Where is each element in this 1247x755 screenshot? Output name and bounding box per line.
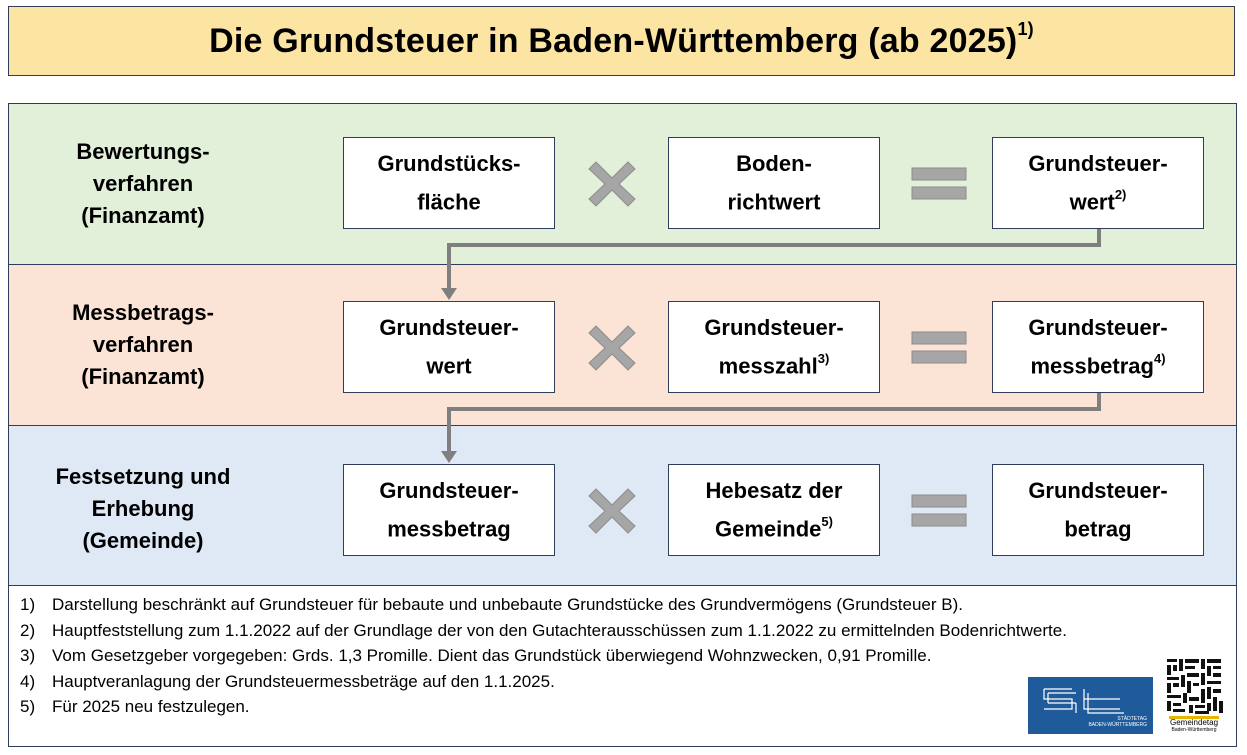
staedtetag-mark-icon xyxy=(1028,677,1153,717)
footnote: 5) Für 2025 neu festzulegen. xyxy=(20,697,250,717)
box-grundsteuermessbetrag: Grundsteuer- messbetrag$^{4)}$ xyxy=(992,301,1204,393)
box-grundsteuermesszahl: Grundsteuer- messzahl$^{3)}$ xyxy=(668,301,880,393)
stage-label-collection: Festsetzung und Erhebung (Gemeinde) xyxy=(55,464,231,553)
staedtetag-logo: STÄDTETAG BADEN-WÜRTTEMBERG xyxy=(1028,677,1153,734)
box-grundstuecksflaeche: Grundstücks- fläche xyxy=(343,137,555,229)
gemeindetag-caption: Gemeindetag xyxy=(1169,718,1219,727)
footnote: 2) Hauptfeststellung zum 1.1.2022 auf der Grundlage der von den Gutachterausschüssen zum 1.1.2022 zu ermittelnden Bodenrichtwerte. xyxy=(20,620,1067,640)
box-grundsteuermessbetrag-input: Grundsteuer- messbetrag xyxy=(343,464,555,556)
page-title: Die Grundsteuer in Baden-Württemberg (ab 2025)$^{1)}$ xyxy=(209,19,1034,60)
footnote: 3) Vom Gesetzgeber vorgegeben: Grds. 1,3 Promille. Dient das Grundstück überwiegend Wohnzwecken, 0,91 Promille. xyxy=(20,646,932,666)
stage-label-assessment: Messbetrags- verfahren (Finanzamt) xyxy=(72,300,214,389)
stage-label-valuation: Bewertungs- verfahren (Finanzamt) xyxy=(76,139,210,228)
footnote: 1) Darstellung beschränkt auf Grundsteuer für bebaute und unbebaute Grundstücke des Grundvermögens (Grundsteuer B). xyxy=(20,595,963,614)
footnotes xyxy=(20,592,1067,720)
arrow-head-icon xyxy=(441,288,457,300)
arrow-head-icon xyxy=(441,451,457,463)
box-bodenrichtwert: Boden- richtwert xyxy=(668,137,880,229)
gemeindetag-subcaption: Baden-Württemberg xyxy=(1171,727,1217,733)
footnote: 4) Hauptveranlagung der Grundsteuermessbeträge auf den 1.1.2025. xyxy=(20,671,555,691)
box-grundsteuerwert: Grundsteuer- wert$^{2)}$ xyxy=(992,137,1204,229)
box-grundsteuerbetrag: Grundsteuer- betrag xyxy=(992,464,1204,556)
box-hebesatz: Hebesatz der Gemeinde$^{5)}$ xyxy=(668,464,880,556)
box-grundsteuerwert-input: Grundsteuer- wert xyxy=(343,301,555,393)
